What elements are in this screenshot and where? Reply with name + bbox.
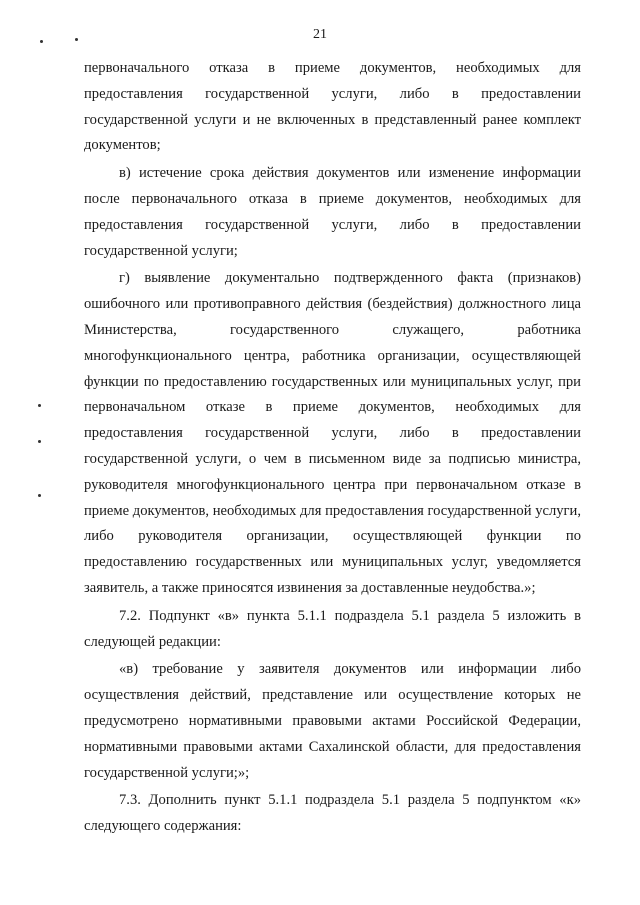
- paragraph-item-g: г) выявление документально подтвержденного факта (признаков) ошибочного или противоправного действия (бездействия) должностного лица Министерства, государственного служащего, работника многофункционального центра, работника организации, осуществляющей функции по предоставлению государственных или муниципальных услуг, при первоначальном отказе в приеме документов, необходимых для предоставления государственной услуги, либо в предоставлении государственной услуги, о чем в письменном виде за подписью министра, руководителя многофункционального центра при первоначальном отказе в приеме документов, необходимых для предоставления государственной услуги, либо руководителя организации, осуществляющей функции по предоставлению государственных или муниципальных услуг, уведомляется заявитель, а также приносятся извинения за доставленные неудобства.»;: [84, 270, 581, 596]
- paragraph-item-v: в) истечение срока действия документов или изменение информации после первоначального отказа в приеме документов, необходимых для предоставления государственной услуги, либо в предоставлении государственной услуги;: [84, 165, 581, 259]
- paragraph-quote-v: «в) требование у заявителя документов или информации либо осуществления действий, представление или осуществление которых не предусмотрено нормативными правовыми актами Российской Федерации, нормативными правовыми актами Сахалинской области, для предоставления государственной услуги;»;: [84, 661, 581, 781]
- scan-mark: [38, 440, 41, 443]
- paragraph-7-2: 7.2. Подпункт «в» пункта 5.1.1 подраздела 5.1 раздела 5 изложить в следующей редакции:: [84, 607, 581, 650]
- scan-mark: [38, 494, 41, 497]
- paragraph-continuation: первоначального отказа в приеме документов, необходимых для предоставления государственной услуги, либо в предоставлении государственной услуги и не включенных в представленный ранее комплект документов;: [84, 60, 581, 154]
- paragraph-7-3: 7.3. Дополнить пункт 5.1.1 подраздела 5.1 раздела 5 подпунктом «к» следующего содержания:: [84, 792, 581, 835]
- page-number: 21: [313, 27, 327, 42]
- document-body: [84, 56, 581, 840]
- scan-mark: [40, 40, 43, 43]
- scan-mark: [38, 404, 41, 407]
- scan-mark: [75, 38, 78, 41]
